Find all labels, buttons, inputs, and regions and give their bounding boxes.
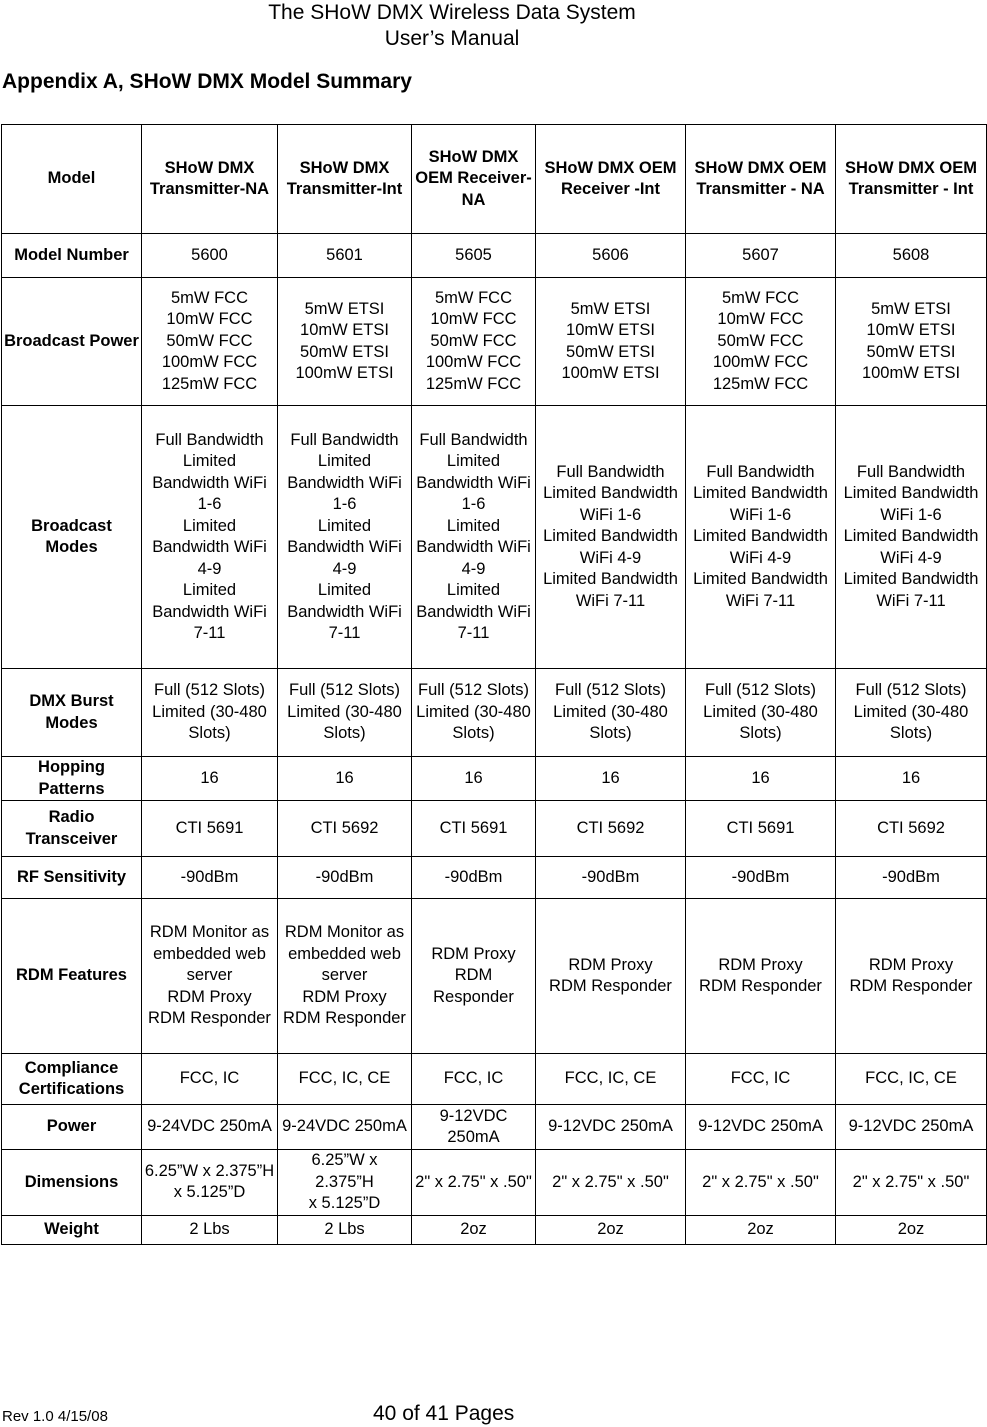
cell-text: RDM Responder (148, 1009, 271, 1028)
cell-text: Limited Bandwidth WiFi 1-6 (843, 484, 979, 524)
cell-text: Full (512 Slots) (289, 681, 400, 700)
cell-text: RDM Responder (433, 966, 514, 1006)
cell-text: 100mW ETSI (861, 364, 961, 382)
cell-text: -90dBm (444, 867, 503, 886)
column-header: SHoW DMX OEM Transmitter - Int (836, 125, 987, 234)
cell-text: RDM Monitor as embedded web server (149, 923, 270, 985)
cell-text: 9-12VDC 250mA (439, 1106, 508, 1146)
cell-text: 125mW FCC (161, 374, 258, 393)
cell-text: 5mW ETSI (304, 299, 385, 318)
table-cell (686, 1215, 836, 1244)
cell-text: CTI 5691 (175, 818, 244, 837)
table-cell (412, 1105, 536, 1150)
cell-text: 6.25”W x 2.375”H (144, 1161, 275, 1180)
cell-text: 10mW ETSI (566, 321, 655, 339)
cell-text: RDM Responder (549, 977, 672, 995)
table-cell (836, 1054, 987, 1105)
cell-text: x 5.125”D (308, 1194, 381, 1212)
cell-text: FCC, IC, CE (298, 1069, 391, 1088)
table-row (2, 669, 987, 757)
cell-text: Full Bandwidth (706, 462, 815, 481)
cell-text: Limited (30-480 Slots) (553, 702, 668, 743)
table-cell (412, 1150, 536, 1216)
cell-text: 9-24VDC 250mA (282, 1117, 407, 1136)
table-cell (836, 1150, 987, 1216)
cell-text: 2oz (597, 1219, 624, 1238)
table-cell (536, 406, 686, 669)
cell-text: Limited Bandwidth WiFi 4-9 (287, 516, 402, 578)
cell-text: 125mW FCC (712, 374, 809, 393)
cell-text: FCC, IC (730, 1069, 791, 1088)
table-cell (412, 669, 536, 757)
document-title: The SHoW DMX Wireless Data System (268, 1, 636, 24)
table-cell (278, 234, 412, 278)
cell-text: 9-12VDC 250mA (698, 1117, 823, 1136)
cell-text: -90dBm (315, 867, 374, 886)
table-cell (536, 669, 686, 757)
table-cell (686, 857, 836, 899)
cell-text: 2" x 2.75" x .50" (415, 1172, 532, 1191)
cell-text: 5mW FCC (171, 288, 248, 307)
cell-text: Full Bandwidth (856, 462, 966, 481)
table-cell (836, 857, 987, 899)
row-label: RDM Features (2, 899, 142, 1054)
cell-text: 2 Lbs (189, 1219, 230, 1238)
cell-text: -90dBm (731, 867, 790, 886)
cell-text: Full Bandwidth (290, 430, 399, 449)
cell-text: Limited (30-480 Slots) (416, 702, 531, 743)
cell-text: 9-24VDC 250mA (147, 1117, 272, 1136)
column-header-model: Model (2, 125, 142, 234)
table-cell (278, 1105, 412, 1150)
cell-text: 100mW FCC (425, 353, 522, 372)
table-cell (536, 757, 686, 801)
table-cell (142, 669, 278, 757)
table-row (2, 1215, 987, 1244)
cell-text: RDM Proxy (868, 955, 954, 974)
table-cell (278, 278, 412, 406)
cell-text: FCC, IC (443, 1069, 504, 1088)
table-cell (536, 278, 686, 406)
table-cell (278, 1215, 412, 1244)
cell-text: Limited Bandwidth WiFi 4-9 (693, 527, 828, 567)
table-cell (686, 234, 836, 278)
table-cell (142, 857, 278, 899)
table-header-row (2, 125, 987, 234)
table-cell (278, 669, 412, 757)
revision-label: Rev 1.0 4/15/08 (2, 1408, 108, 1425)
cell-text: 2oz (747, 1219, 774, 1238)
cell-text: Full Bandwidth (556, 462, 665, 481)
cell-text: Full (512 Slots) (154, 681, 265, 700)
table-cell (836, 278, 987, 406)
cell-text: CTI 5692 (310, 818, 379, 837)
cell-text: RDM Responder (849, 977, 973, 995)
cell-text: Limited Bandwidth WiFi 1-6 (693, 484, 828, 524)
table-row (2, 801, 987, 857)
table-cell (412, 1054, 536, 1105)
cell-text: Limited Bandwidth WiFi 4-9 (843, 527, 979, 567)
table-cell (142, 1150, 278, 1216)
table-row (2, 406, 987, 669)
column-header: SHoW DMX OEM Transmitter - NA (686, 125, 836, 234)
column-header: SHoW DMX Transmitter-NA (142, 125, 278, 234)
cell-text: 50mW ETSI (866, 342, 956, 361)
cell-text: 50mW FCC (430, 331, 517, 350)
document-subtitle: User’s Manual (384, 27, 520, 50)
table-cell (536, 234, 686, 278)
table-cell (278, 1054, 412, 1105)
row-label: Hopping Patterns (2, 757, 142, 801)
cell-text: Full (512 Slots) (705, 681, 816, 700)
row-label: Model Number (2, 234, 142, 278)
cell-text: Limited (30-480 Slots) (152, 702, 267, 743)
table-cell (278, 801, 412, 857)
cell-text: Limited Bandwidth WiFi 7-11 (843, 570, 979, 610)
cell-text: FCC, IC (179, 1069, 240, 1088)
table-cell (686, 757, 836, 801)
table-cell (412, 1215, 536, 1244)
cell-text: RDM Proxy (431, 944, 516, 963)
cell-text: RDM Proxy (568, 955, 653, 974)
cell-text: 5606 (592, 245, 629, 264)
table-row (2, 278, 987, 406)
table-row (2, 1105, 987, 1150)
cell-text: 5mW FCC (435, 288, 512, 307)
cell-text: 50mW ETSI (566, 342, 655, 361)
table-cell (142, 757, 278, 801)
cell-text: CTI 5692 (877, 818, 945, 837)
cell-text: 5mW ETSI (570, 299, 651, 318)
cell-text: -90dBm (180, 867, 239, 886)
table-cell (536, 801, 686, 857)
cell-text: 10mW FCC (166, 310, 253, 329)
table-cell (412, 234, 536, 278)
table-cell (412, 801, 536, 857)
cell-text: -90dBm (882, 867, 940, 886)
cell-text: Limited Bandwidth WiFi 7-11 (152, 581, 267, 642)
table-cell (836, 234, 987, 278)
cell-text: 16 (464, 768, 483, 787)
row-label: Radio Transceiver (2, 801, 142, 857)
cell-text: Full (512 Slots) (555, 681, 666, 700)
table-cell (412, 406, 536, 669)
cell-text: RDM Responder (699, 977, 822, 995)
table-cell (412, 899, 536, 1054)
table-cell (142, 234, 278, 278)
cell-text: RDM Proxy (302, 987, 387, 1006)
cell-text: -90dBm (581, 867, 640, 886)
cell-text: 16 (200, 768, 219, 787)
table-cell (412, 857, 536, 899)
cell-text: Limited Bandwidth WiFi 1-6 (287, 452, 402, 513)
cell-text: 5mW FCC (722, 288, 799, 307)
row-label: Weight (2, 1215, 142, 1244)
cell-text: Limited Bandwidth WiFi 4-9 (543, 527, 678, 567)
table-cell (686, 278, 836, 406)
cell-text: 2" x 2.75" x .50" (852, 1172, 970, 1191)
cell-text: 2" x 2.75" x .50" (702, 1172, 819, 1191)
cell-text: CTI 5691 (439, 818, 508, 837)
table-cell (686, 406, 836, 669)
cell-text: Limited Bandwidth WiFi 7-11 (416, 581, 531, 642)
table-cell (142, 1215, 278, 1244)
cell-text: RDM Proxy (718, 955, 803, 974)
cell-text: RDM Proxy (167, 987, 252, 1006)
cell-text: 10mW ETSI (300, 321, 389, 339)
cell-text: 50mW FCC (166, 331, 253, 350)
page-header (0, 0, 904, 52)
cell-text: FCC, IC, CE (564, 1069, 657, 1088)
table-cell (686, 1150, 836, 1216)
table-cell (278, 857, 412, 899)
table-row (2, 899, 987, 1054)
row-label: RF Sensitivity (2, 857, 142, 899)
table-cell (142, 1054, 278, 1105)
table-cell (536, 857, 686, 899)
cell-text: Limited (30-480 Slots) (853, 702, 969, 743)
cell-text: Full (512 Slots) (855, 681, 967, 700)
table-cell (142, 278, 278, 406)
cell-text: Limited (30-480 Slots) (287, 702, 402, 743)
table-cell (278, 406, 412, 669)
row-label: DMX Burst Modes (2, 669, 142, 757)
cell-text: 100mW ETSI (561, 364, 660, 382)
cell-text: 5608 (892, 245, 930, 264)
cell-text: 9-12VDC 250mA (848, 1117, 974, 1136)
cell-text: 10mW ETSI (866, 321, 956, 339)
cell-text: 2oz (897, 1219, 925, 1238)
table-cell (536, 899, 686, 1054)
cell-text: Limited Bandwidth WiFi 4-9 (152, 516, 267, 578)
cell-text: 5600 (191, 245, 228, 264)
table-cell (142, 406, 278, 669)
cell-text: Limited Bandwidth WiFi 4-9 (416, 516, 531, 578)
model-summary-table (1, 124, 987, 1245)
cell-text: 100mW ETSI (295, 364, 394, 382)
column-header: SHoW DMX Transmitter-Int (278, 125, 412, 234)
table-cell (686, 899, 836, 1054)
table-cell (142, 899, 278, 1054)
page-number: 40 of 41 Pages (373, 1402, 515, 1425)
table-cell (836, 1105, 987, 1150)
row-label: Dimensions (2, 1150, 142, 1216)
table-cell (686, 1054, 836, 1105)
cell-text: 100mW FCC (161, 353, 258, 372)
row-label: Broadcast Power (2, 278, 142, 406)
table-cell (836, 1215, 987, 1244)
row-label: Broadcast Modes (2, 406, 142, 669)
cell-text: 125mW FCC (425, 374, 522, 393)
cell-text: RDM Monitor as embedded web server (284, 923, 405, 985)
cell-text: 50mW ETSI (300, 342, 389, 361)
table-cell (686, 801, 836, 857)
table-row (2, 1150, 987, 1216)
row-label: Compliance Certifications (2, 1054, 142, 1105)
cell-text: 16 (335, 768, 354, 787)
cell-text: 16 (901, 768, 921, 787)
cell-text: RDM Responder (283, 1009, 406, 1028)
cell-text: Limited Bandwidth WiFi 1-6 (416, 452, 531, 513)
table-row (2, 757, 987, 801)
table-cell (536, 1215, 686, 1244)
cell-text: CTI 5691 (726, 818, 795, 837)
cell-text: 16 (601, 768, 620, 787)
table-cell (278, 899, 412, 1054)
cell-text: 5605 (455, 245, 492, 264)
table-cell (142, 1105, 278, 1150)
cell-text: Full (512 Slots) (418, 681, 529, 700)
cell-text: 5601 (326, 245, 363, 264)
table-cell (412, 278, 536, 406)
cell-text: Limited Bandwidth WiFi 7-11 (287, 581, 402, 642)
table-cell (278, 757, 412, 801)
cell-text: 9-12VDC 250mA (548, 1117, 673, 1136)
table-cell (836, 406, 987, 669)
cell-text: 2" x 2.75" x .50" (552, 1172, 669, 1191)
table-row (2, 234, 987, 278)
cell-text: FCC, IC, CE (865, 1069, 957, 1088)
section-title: Appendix A, SHoW DMX Model Summary (2, 70, 412, 93)
table-cell (836, 801, 987, 857)
cell-text: 10mW FCC (717, 310, 804, 329)
table-cell (686, 669, 836, 757)
table-cell (836, 669, 987, 757)
cell-text: Limited Bandwidth WiFi 7-11 (543, 570, 678, 610)
cell-text: 5mW ETSI (871, 299, 951, 318)
cell-text: 5607 (742, 245, 779, 264)
table-cell (412, 757, 536, 801)
table-cell (536, 1105, 686, 1150)
table-cell (278, 1150, 412, 1216)
cell-text: Full Bandwidth (419, 430, 528, 449)
column-header: SHoW DMX OEM Receiver-NA (412, 125, 536, 234)
cell-text: 50mW FCC (717, 331, 804, 350)
cell-text: CTI 5692 (576, 818, 645, 837)
table-cell (686, 1105, 836, 1150)
table-row (2, 1054, 987, 1105)
row-label: Power (2, 1105, 142, 1150)
cell-text: 2 Lbs (324, 1219, 365, 1238)
cell-text: Limited Bandwidth WiFi 1-6 (152, 452, 267, 513)
cell-text: Limited Bandwidth WiFi 7-11 (693, 570, 828, 610)
cell-text: Limited Bandwidth WiFi 1-6 (543, 484, 678, 524)
table-cell (536, 1150, 686, 1216)
table-row (2, 857, 987, 899)
cell-text: Full Bandwidth (155, 430, 264, 449)
cell-text: Limited (30-480 Slots) (703, 702, 818, 743)
cell-text: 2oz (460, 1219, 487, 1238)
cell-text: x 5.125”D (173, 1183, 246, 1202)
table-cell (836, 757, 987, 801)
cell-text: 6.25”W x 2.375”H (311, 1151, 378, 1191)
table-cell (536, 1054, 686, 1105)
column-header: SHoW DMX OEM Receiver -Int (536, 125, 686, 234)
cell-text: 10mW FCC (430, 310, 517, 329)
table-cell (836, 899, 987, 1054)
table-cell (142, 801, 278, 857)
cell-text: 16 (751, 768, 770, 787)
cell-text: 100mW FCC (712, 353, 809, 372)
